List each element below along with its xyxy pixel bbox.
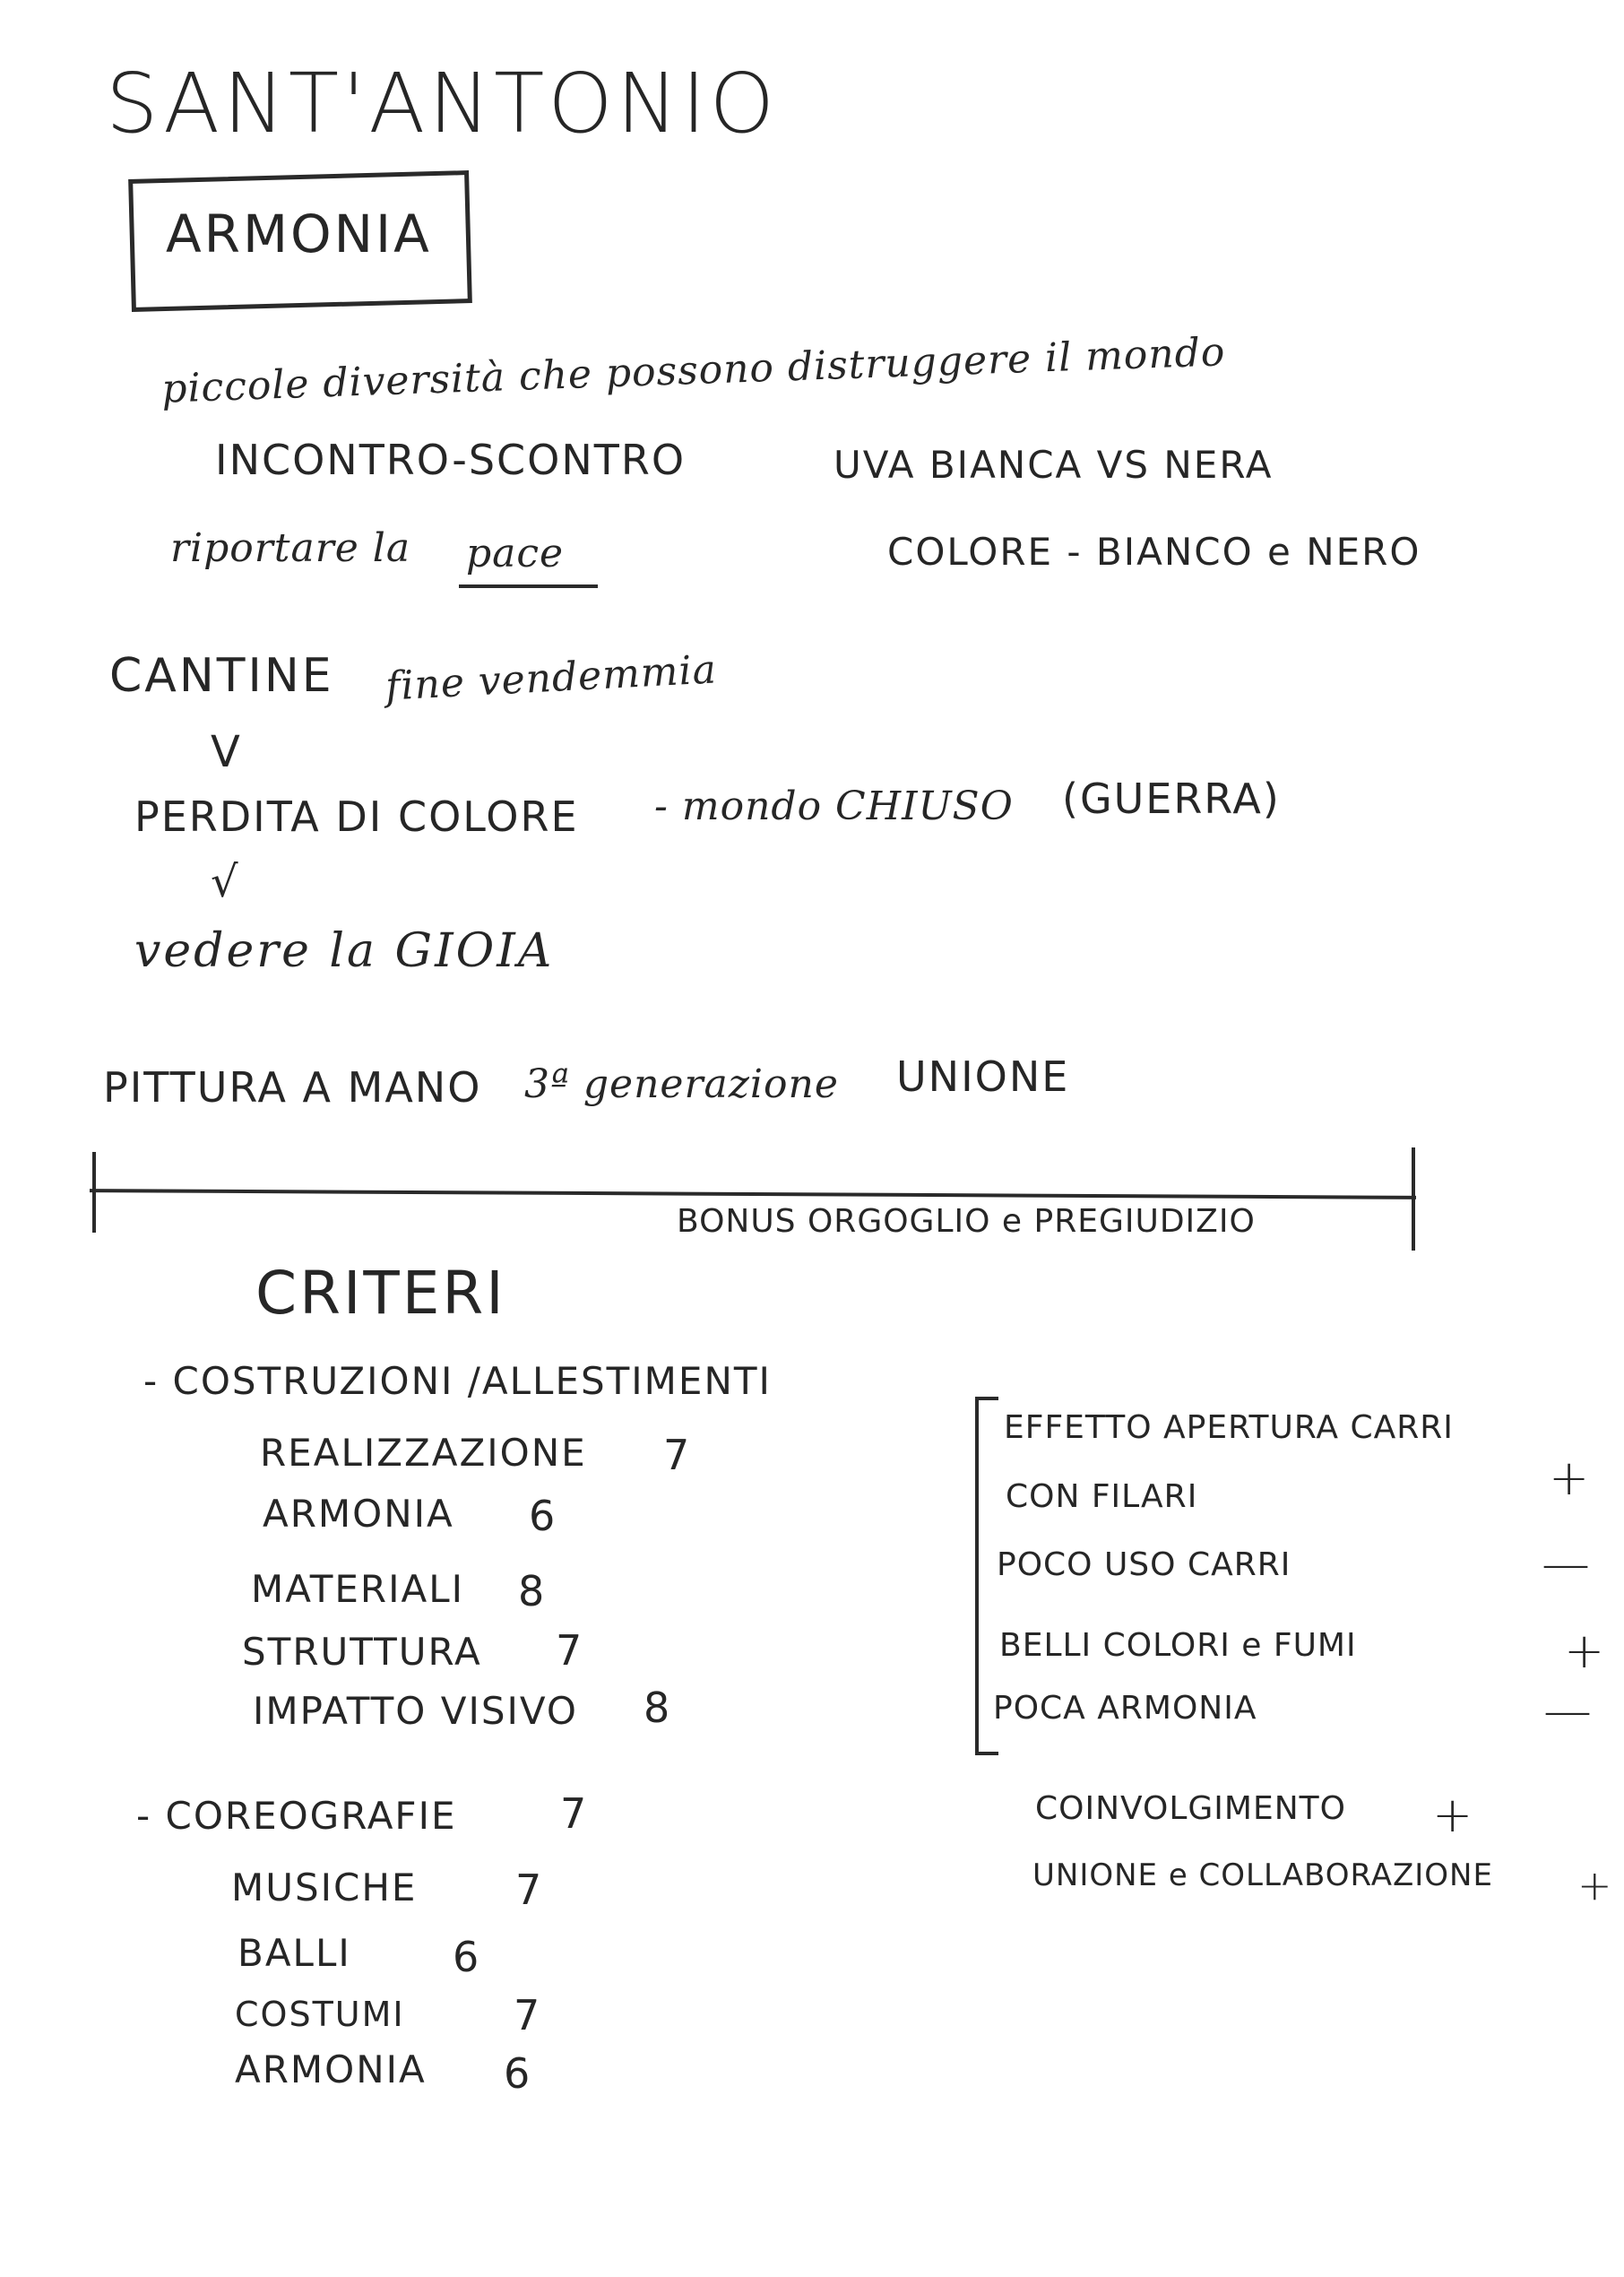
note-line-3-right: COLORE - BIANCO e NERO [887, 530, 1421, 574]
constructions-item-label: ARMONIA [263, 1492, 454, 1536]
remark-sign: — [1542, 1536, 1591, 1592]
note-line-3-prefix: riportare la [170, 525, 411, 571]
remark-text: BELLI COLORI e FUMI [999, 1627, 1357, 1664]
choreography-item-label: BALLI [238, 1931, 351, 1975]
note-line-2-left: INCONTRO-SCONTRO [215, 436, 687, 484]
remark-sign: + [1549, 1450, 1591, 1506]
flow-step-2-paren: (GUERRA) [1062, 775, 1281, 823]
choreography-item-label: MUSICHE [231, 1866, 418, 1909]
remark-text: POCA ARMONIA [993, 1690, 1257, 1727]
flow-step-1-note: fine vendemmia [384, 646, 718, 710]
remark-sign: + [1564, 1623, 1606, 1679]
technique-painting: PITTURA A MANO [103, 1063, 482, 1112]
remark-extra-text: UNIONE e COLLABORAZIONE [1032, 1857, 1493, 1893]
constructions-item-score: 8 [518, 1567, 546, 1615]
choreography-heading-score: 7 [560, 1789, 588, 1838]
constructions-item-label: MATERIALI [251, 1567, 464, 1611]
divider-line [90, 1189, 1416, 1199]
flow-step-2-note: - mondo CHIUSO [654, 784, 1014, 829]
remark-text: CON FILARI [1006, 1478, 1198, 1515]
page-title: SANT'ANTONIO [106, 56, 779, 152]
remark-text: EFFETTO APERTURA CARRI [1004, 1409, 1454, 1446]
flow-step-1: CANTINE [109, 649, 334, 703]
constructions-item-score: 8 [644, 1684, 671, 1732]
flow-arrow-1: V [211, 727, 241, 777]
constructions-heading: - COSTRUZIONI /ALLESTIMENTI [143, 1359, 772, 1403]
remark-extra-sign: + [1577, 1861, 1613, 1909]
constructions-item-label: STRUTTURA [242, 1630, 482, 1674]
remarks-bracket-top [975, 1397, 998, 1400]
constructions-item-label: IMPATTO VISIVO [253, 1689, 578, 1733]
note-line-3-underlined: pace [466, 531, 565, 576]
choreography-item-label: ARMONIA [235, 2048, 427, 2091]
choreography-item-score: 6 [504, 2049, 531, 2098]
choreography-item-label: COSTUMI [235, 1995, 405, 2034]
constructions-item-score: 7 [556, 1626, 583, 1675]
divider-right-tick [1412, 1147, 1415, 1251]
theme-box-label: ARMONIA [166, 203, 432, 264]
flow-step-2: PERDITA DI COLORE [134, 792, 579, 841]
remark-extra-sign: + [1432, 1787, 1474, 1843]
choreography-item-score: 6 [453, 1933, 480, 1981]
criteria-title: CRITERI [255, 1259, 506, 1328]
divider-left-tick [92, 1152, 96, 1233]
technique-generation: 3ª generazione [524, 1061, 839, 1107]
note-line-1: piccole diversità che possono distruggere il mondo [160, 329, 1227, 412]
note-line-2-right: UVA BIANCA VS NERA [834, 443, 1274, 487]
remark-sign: — [1543, 1683, 1593, 1739]
technique-union: UNIONE [896, 1052, 1070, 1101]
remarks-bracket-vertical [975, 1397, 979, 1755]
flow-step-3: vedere la GIOIA [134, 924, 555, 978]
remark-extra-text: COINVOLGIMENTO [1035, 1790, 1346, 1827]
choreography-heading: - COREOGRAFIE [136, 1794, 457, 1838]
flow-arrow-2: √ [211, 857, 239, 907]
remarks-bracket-bottom [975, 1752, 998, 1755]
choreography-item-score: 7 [514, 1991, 541, 2039]
constructions-item-score: 7 [663, 1431, 691, 1479]
bonus-note: BONUS ORGOGLIO e PREGIUDIZIO [677, 1203, 1256, 1240]
remark-text: POCO USO CARRI [997, 1546, 1291, 1583]
constructions-item-score: 6 [529, 1492, 557, 1540]
constructions-item-label: REALIZZAZIONE [260, 1431, 587, 1475]
pace-underline [459, 584, 598, 588]
choreography-item-score: 7 [515, 1866, 543, 1914]
